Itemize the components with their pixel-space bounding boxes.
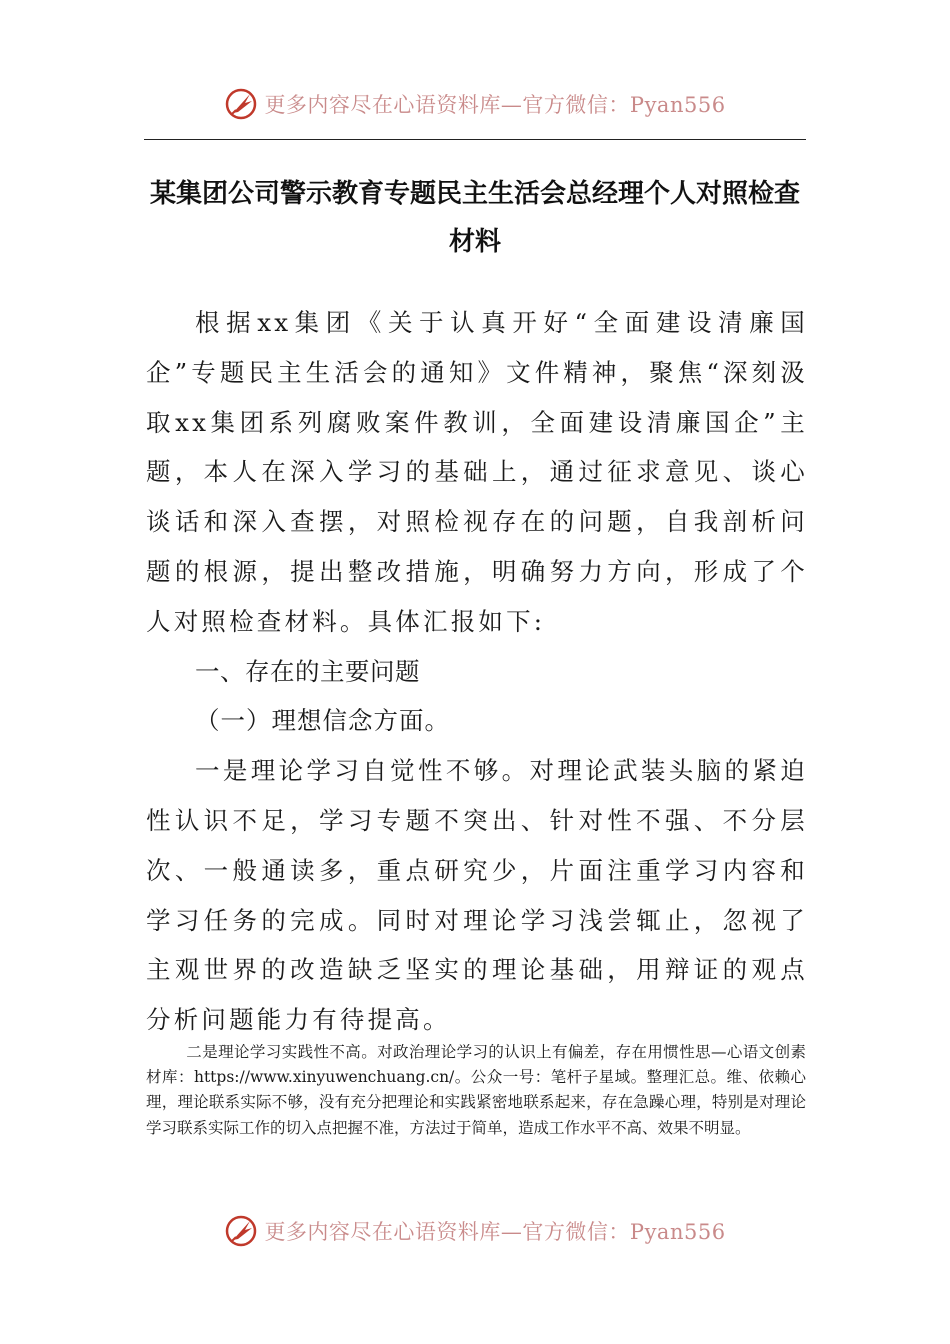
header-divider — [144, 139, 806, 140]
document-body — [146, 298, 808, 1045]
title-line-1: 某集团公司警示教育专题民主生活会总经理个人对照检查 — [149, 179, 800, 209]
header-banner — [0, 84, 950, 124]
footer-banner-text: 更多内容尽在心语资料库—官方微信：Pyan556 — [264, 1220, 726, 1244]
header-banner-text: 更多内容尽在心语资料库—官方微信：Pyan556 — [264, 93, 726, 117]
document-title — [144, 170, 806, 266]
quill-logo-icon — [224, 87, 258, 121]
point-two-paragraph: 二是理论学习实践性不高。对政治理论学习的认识上有偏差，存在用惯性思—心语文创素材库：https://www.xinyuwenchuang.cn/。公众一号：笔杆子星域。整理汇总。维、依赖心理，理论联系实际不够，没有充分把理论和实践紧密地联系起来，存在急躁心理，特别是对理论学习联系实际工作的切入点把握不准，方法过于简单，造成工作水平不高、效果不明显。 — [146, 1043, 806, 1137]
quill-logo-icon — [224, 1214, 258, 1248]
title-line-2: 材料 — [448, 227, 501, 257]
point-one-paragraph: 一是理论学习自觉性不够。对理论武装头脑的紧迫性认识不足，学习专题不突出、针对性不强、不分层次、一般通读多，重点研究少，片面注重学习内容和学习任务的完成。同时对理论学习浅尝辄止，忽视了主观世界的改造缺乏坚实的理论基础，用辩证的观点分析问题能力有待提高。 — [146, 756, 808, 1035]
intro-paragraph: 根据xx集团《关于认真开好“全面建设清廉国企”专题民主生活会的通知》文件精神，聚焦“深刻汲取xx集团系列腐败案件教训，全面建设清廉国企”主题，本人在深入学习的基础上，通过征求意见、谈心谈话和深入查摆，对照检视存在的问题，自我剖析问题的根源，提出整改措施，明确努力方向，形成了个人对照检查材料。具体汇报如下: — [146, 308, 808, 636]
footer-banner — [0, 1211, 950, 1251]
section-heading: 一、存在的主要问题 — [195, 656, 420, 686]
subsection-heading: （一）理想信念方面。 — [195, 706, 450, 736]
